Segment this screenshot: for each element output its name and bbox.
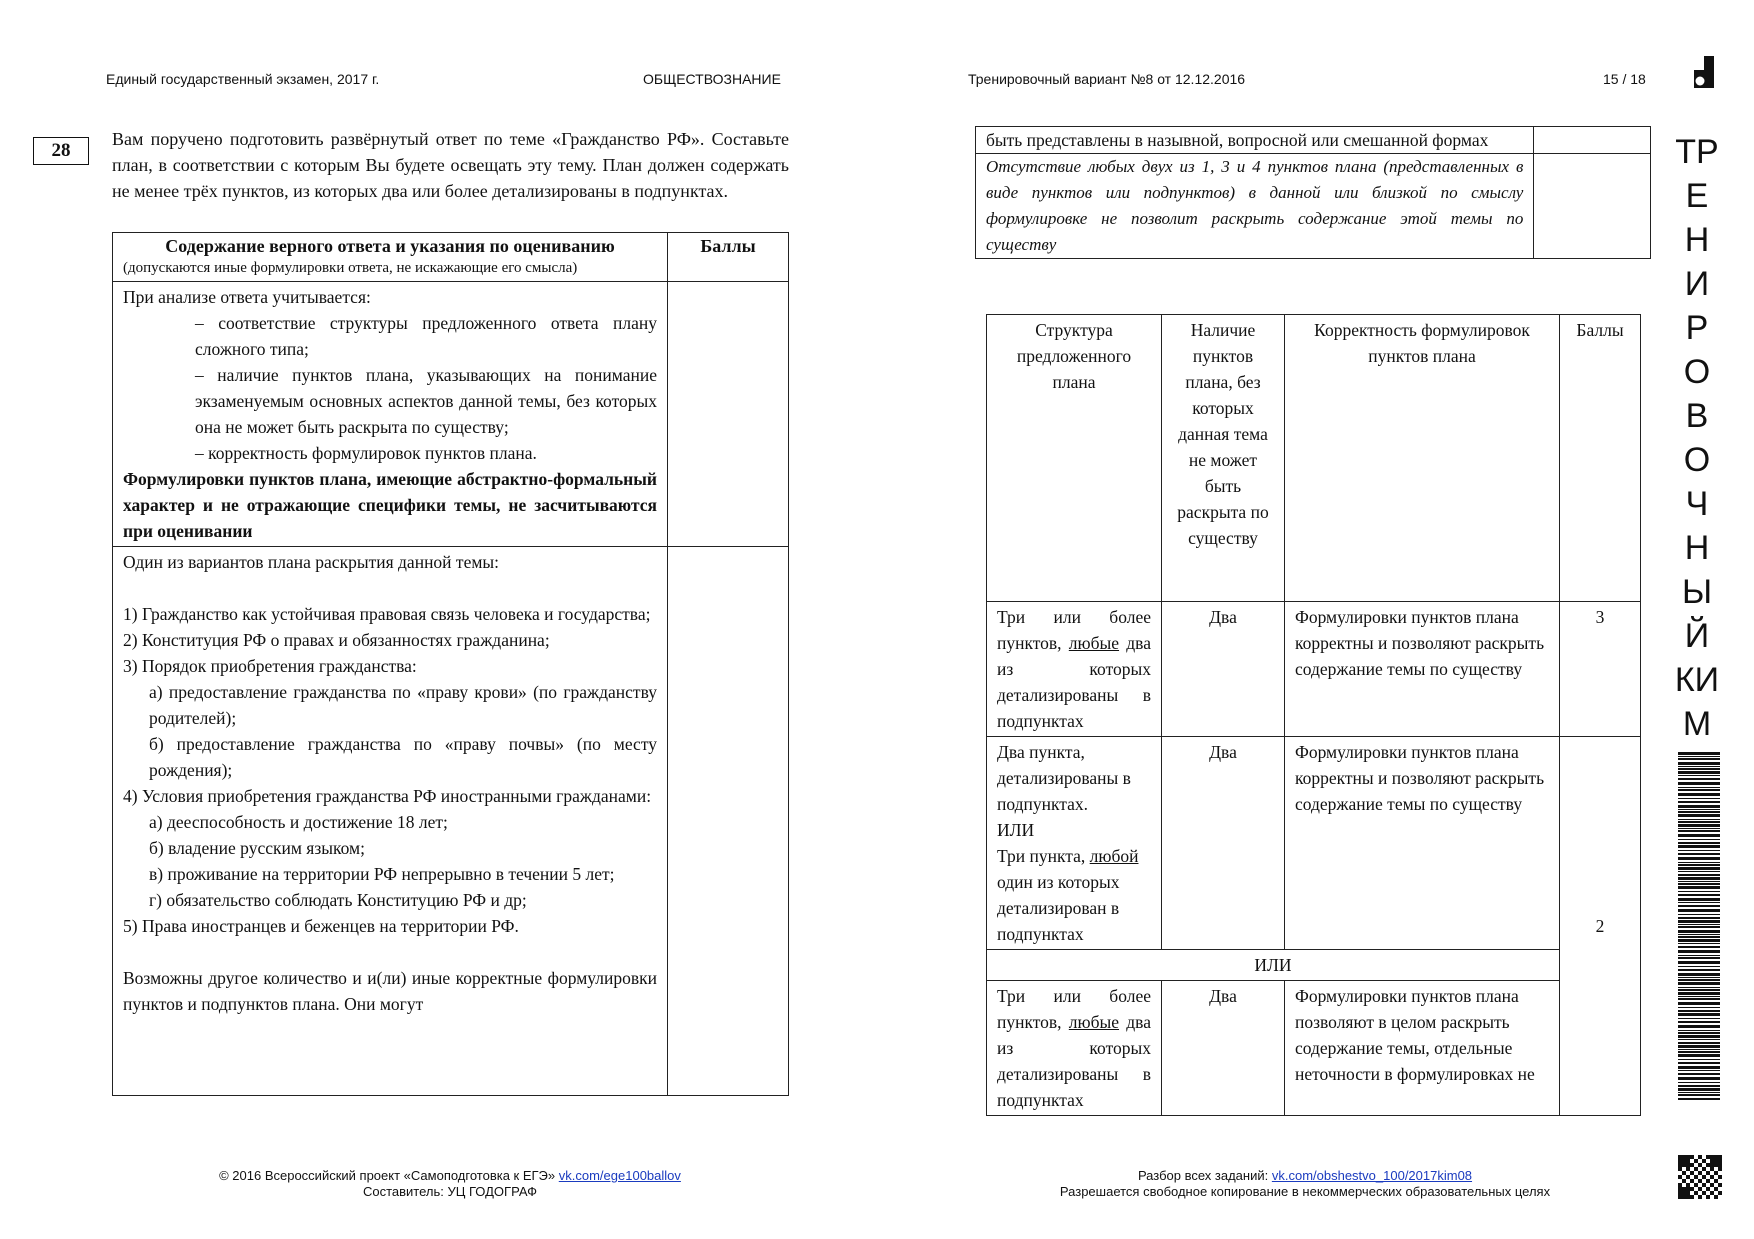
scoring-header-row	[987, 315, 1641, 602]
plan-closing: Возможны другое количество и и(ли) иные корректные формулировки пунктов и подпунктов плана. Они могут	[123, 968, 657, 1014]
header-presence: Наличие пунктов плана, без которых данная тема не может быть раскрыта по существу	[1162, 315, 1285, 602]
analysis-item: – соответствие структуры предложенного ответа плану сложного типа;	[195, 313, 657, 359]
analysis-title: При анализе ответа учитывается:	[123, 287, 371, 307]
plan-subitem: б) владение русским языком;	[149, 838, 365, 858]
criteria-table	[112, 232, 789, 1096]
analysis-item: – корректность формулировок пунктов плана.	[195, 443, 537, 463]
or-cell: ИЛИ	[987, 950, 1560, 981]
plan-item: 4) Условия приобретения гражданства РФ иностранными гражданами:	[123, 786, 652, 806]
barcode-icon	[1678, 752, 1720, 1100]
score-header: Баллы	[668, 233, 789, 282]
plan-item: 2) Конституция РФ о правах и обязанностях гражданина;	[123, 630, 550, 650]
continuation-cell: быть представлены в назывной, вопросной или смешанной формах	[976, 127, 1534, 154]
analysis-cell	[113, 282, 668, 547]
criteria-header-note: (допускаются иные формулировки ответа, не искажающие его смысла)	[123, 260, 578, 276]
correctness-cell: Формулировки пунктов плана корректны и позволяют раскрыть содержание темы по существу	[1285, 737, 1560, 950]
continuation-table	[975, 126, 1651, 259]
structure-cell: Три или более пунктов, любые два из которых детализированы в подпунктах	[987, 981, 1162, 1116]
presence-cell: Два	[1162, 737, 1285, 950]
correctness-cell: Формулировки пунктов плана позволяют в целом раскрыть содержание темы, отдельные неточности в формулировках не	[1285, 981, 1560, 1116]
header-subject: ОБЩЕСТВОЗНАНИЕ	[643, 71, 781, 87]
header-correctness: Корректность формулировок пунктов плана	[1285, 315, 1560, 602]
note-row	[976, 154, 1651, 259]
note-score-cell	[1534, 154, 1651, 259]
presence-cell: Два	[1162, 981, 1285, 1116]
plan-item: 5) Права иностранцев и беженцев на территории РФ.	[123, 916, 519, 936]
score-value: 2	[1560, 737, 1641, 1116]
corner-logo-icon	[1690, 54, 1718, 90]
continuation-row	[976, 127, 1651, 154]
footer-left-link[interactable]: vk.com/ege100ballov	[558, 1168, 681, 1183]
side-watermark-label: ТР Е Н И Р О В О Ч Н Ы Й КИ М	[1674, 133, 1720, 743]
plan-subitem: б) предоставление гражданства по «праву почвы» (по месту рождения);	[149, 734, 657, 780]
presence-cell: Два	[1162, 602, 1285, 737]
qr-code-icon	[1678, 1155, 1722, 1199]
scoring-table	[986, 314, 1641, 1116]
header-exam-title: Единый государственный экзамен, 2017 г.	[106, 71, 380, 87]
criteria-header-title: Содержание верного ответа и указания по оцениванию	[165, 236, 615, 256]
criteria-header-cell	[113, 233, 668, 282]
note-cell: Отсутствие любых двух из 1, 3 и 4 пунктов плана (представленных в виде пунктов или подпунктов) в данной или близкой по смыслу формулировке не позволит раскрыть содержание этой темы по существу	[976, 154, 1534, 259]
correctness-cell: Формулировки пунктов плана корректны и позволяют раскрыть содержание темы по существу	[1285, 602, 1560, 737]
plan-subitem: в) проживание на территории РФ непрерывно в течении 5 лет;	[149, 864, 615, 884]
plan-item: 3) Порядок приобретения гражданства:	[123, 656, 417, 676]
or-row	[987, 950, 1641, 981]
task-intro: Вам поручено подготовить развёрнутый ответ по теме «Гражданство РФ». Составьте план, в соответствии с которым Вы будете освещать эту тему. План должен содержать не менее трёх пунктов, из которых два или более детализированы в подпунктах.	[112, 129, 789, 201]
score-cell-empty	[668, 282, 789, 547]
continuation-score-cell	[1534, 127, 1651, 154]
header-variant: Тренировочный вариант №8 от 12.12.2016	[968, 71, 1246, 87]
analysis-item: – наличие пунктов плана, указывающих на понимание экзаменуемым основных аспектов данной темы, без которых она не может быть раскрыта по существу;	[195, 365, 657, 437]
analysis-bold-note: Формулировки пунктов плана, имеющие абстрактно-формальный характер и не отражающие специфики темы, не засчитываются при оценивании	[123, 469, 657, 541]
score-cell-empty	[668, 547, 789, 1096]
footer-left: © 2016 Всероссийский проект «Самоподготовка к ЕГЭ» vk.com/ege100ballov Составитель: УЦ ГОДОГРАФ	[219, 1168, 681, 1199]
analysis-row	[113, 282, 789, 547]
criteria-header-row	[113, 233, 789, 282]
plan-subitem: г) обязательство соблюдать Конституцию РФ и др;	[149, 890, 527, 910]
plan-title: Один из вариантов плана раскрытия данной темы:	[123, 552, 500, 572]
header-score: Баллы	[1560, 315, 1641, 602]
score-value: 3	[1560, 602, 1641, 737]
plan-item: 1) Гражданство как устойчивая правовая связь человека и государства;	[123, 604, 651, 624]
score-row-2b	[987, 981, 1641, 1116]
score-row-2	[987, 737, 1641, 950]
footer-right-link[interactable]: vk.com/obshestvo_100/2017kim08	[1271, 1168, 1473, 1183]
header-structure: Структура предложенного плана	[987, 315, 1162, 602]
plan-cell	[113, 547, 668, 1096]
plan-subitem: а) предоставление гражданства по «праву крови» (по гражданству родителей);	[149, 682, 657, 728]
structure-cell: Два пункта, детализированы в подпунктах. ИЛИ Три пункта, любой один из которых детализирован в подпунктах	[987, 737, 1162, 950]
plan-subitem: а) дееспособность и достижение 18 лет;	[149, 812, 448, 832]
task-number: 28	[33, 137, 89, 165]
plan-row	[113, 547, 789, 1096]
header-page-number: 15 / 18	[1603, 71, 1646, 87]
score-row-3	[987, 602, 1641, 737]
structure-cell: Три или более пунктов, любые два из которых детализированы в подпунктах	[987, 602, 1162, 737]
footer-right: Разбор всех заданий: vk.com/obshestvo_100/2017kim08 Разрешается свободное копирование в некоммерческих образовательных целях	[1059, 1168, 1551, 1199]
